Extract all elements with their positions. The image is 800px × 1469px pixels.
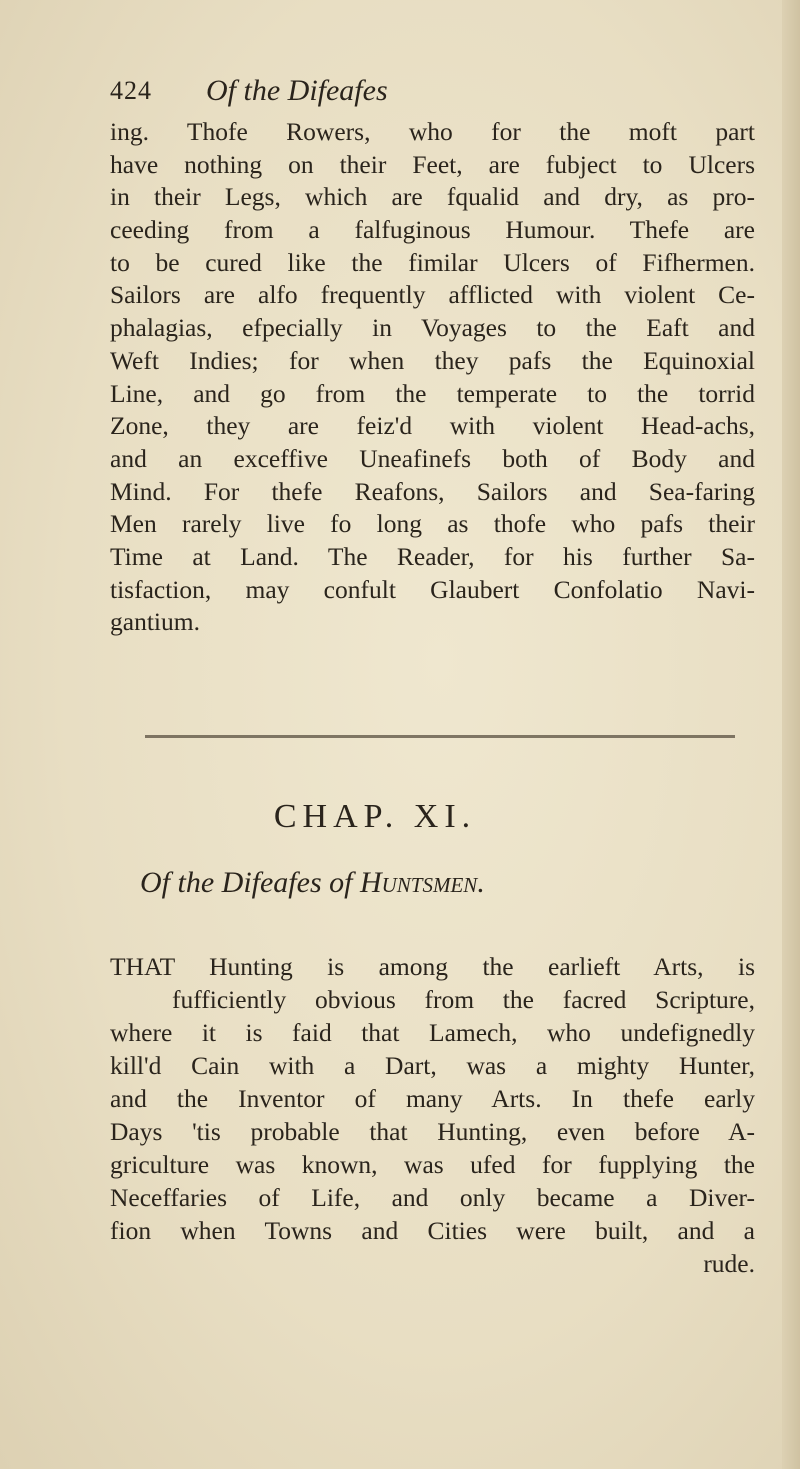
chapter-title-subject: Huntsmen. [359, 866, 485, 899]
text-line: to be cured like the fimilar Ulcers of Fifhermen. [110, 247, 755, 277]
page-edge [782, 0, 800, 1469]
text-line: phalagias, efpecially in Voyages to the Eaft and [110, 313, 755, 343]
text-line: Line, and go from the temperate to the torrid [110, 378, 755, 408]
text-line: gantium. [110, 607, 200, 637]
text-line: have nothing on their Feet, are fubject to Ulcers [110, 149, 755, 179]
chapter-heading: CHAP. XI. [273, 798, 477, 835]
text-line: Neceffaries of Life, and only became a Diver- [110, 1183, 755, 1212]
text-line: kill'd Cain with a Dart, was a mighty Hunter, [110, 1051, 755, 1080]
text-line: in their Legs, which are fqualid and dry, as pro- [110, 182, 755, 212]
chapter-title-prefix: Of the Difeafes of [140, 866, 360, 899]
text-line: ing. Thofe Rowers, who for the moft part [110, 117, 755, 146]
text-line: where it is faid that Lamech, who undefignedly [110, 1018, 755, 1047]
text-line: Days 'tis probable that Hunting, even before A- [110, 1117, 755, 1146]
text-line: Sailors are alfo frequently afflicted with violent Ce- [110, 280, 755, 310]
text-line: fion when Towns and Cities were built, and a [110, 1216, 755, 1245]
page-number: 424 [110, 76, 152, 105]
chapter-body-text [110, 950, 755, 1280]
text-line: THAT Hunting is among the earlieft Arts, is [110, 952, 755, 981]
chapter-title [140, 866, 750, 900]
text-line: Mind. For thefe Reafons, Sailors and Sea-faring [110, 476, 755, 506]
running-head: Of the Difeafes [206, 74, 388, 107]
text-line: griculture was known, was ufed for fupplying the [110, 1150, 755, 1179]
text-line: and the Inventor of many Arts. In thefe early [110, 1084, 755, 1113]
catchword: rude. [703, 1249, 755, 1278]
text-line: fufficiently obvious from the facred Scripture, [172, 985, 755, 1014]
text-line: ceeding from a falfuginous Humour. Thefe are [110, 215, 755, 245]
text-line: and an exceffive Uneafinefs both of Body and [110, 443, 755, 473]
text-line: Time at Land. The Reader, for his further Sa- [110, 541, 755, 571]
text-line: Weft Indies; for when they pafs the Equinoxial [110, 345, 755, 375]
page-header [110, 74, 750, 114]
section-divider [145, 735, 735, 738]
text-line: Zone, they are feiz'd with violent Head-achs, [110, 411, 755, 441]
text-line: Men rarely live fo long as thofe who pafs their [110, 509, 755, 539]
body-text [110, 116, 755, 639]
text-line: tisfaction, may confult Glaubert Confolatio Navi- [110, 574, 755, 604]
